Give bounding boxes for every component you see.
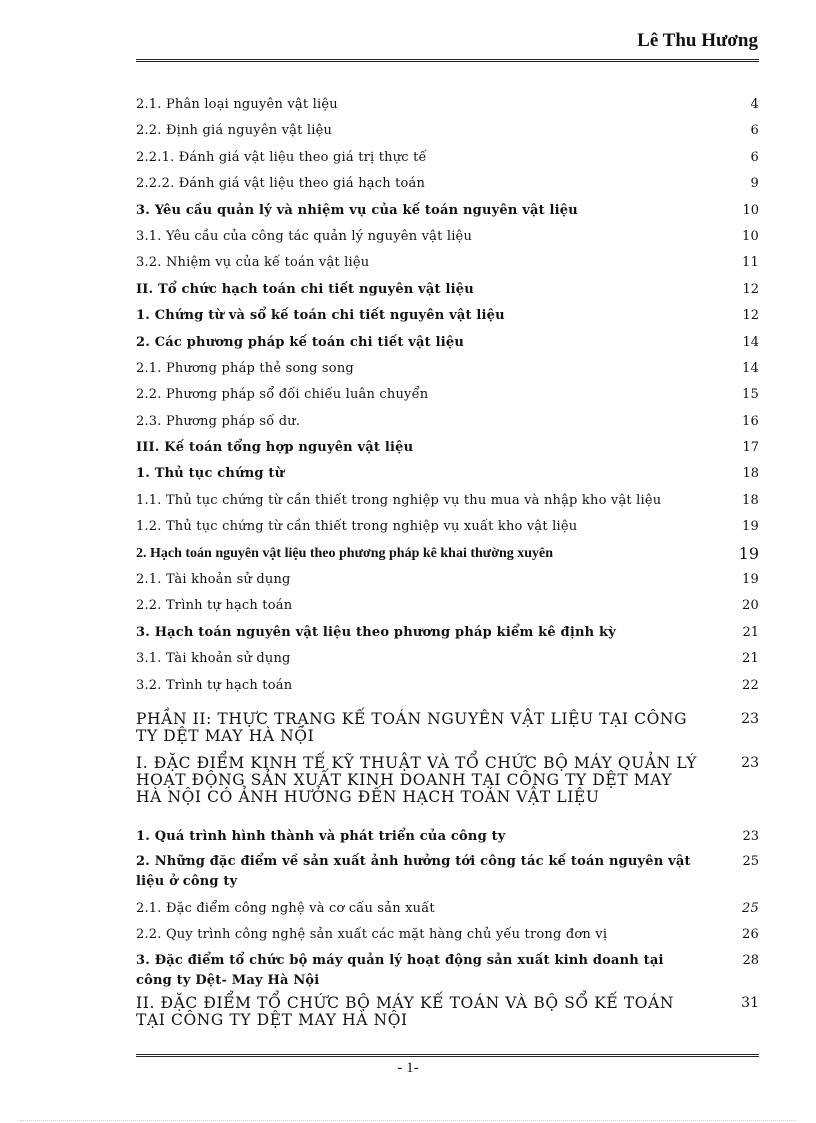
toc-title: 3.2. Nhiệm vụ của kế toán vật liệu bbox=[136, 255, 370, 271]
table-of-contents bbox=[136, 95, 759, 1035]
toc-row[interactable] bbox=[136, 623, 759, 649]
toc-row[interactable] bbox=[136, 253, 759, 279]
toc-page: 23 bbox=[741, 710, 759, 727]
toc-title: 2.1. Phân loại nguyên vật liệu bbox=[136, 97, 338, 112]
toc-row[interactable] bbox=[136, 227, 759, 253]
toc-title: 2. Hạch toán nguyên vật liệu theo phương pháp kê khai thường xuyên bbox=[136, 545, 554, 561]
toc-title: 1. Chứng từ và sổ kế toán chi tiết nguyên vật liệu bbox=[136, 308, 505, 324]
toc-title: 2.2. Quy trình công nghệ sản xuất các mặt hàng chủ yếu trong đơn vị bbox=[136, 926, 608, 942]
header-rule bbox=[136, 59, 759, 62]
toc-row[interactable] bbox=[136, 464, 759, 490]
toc-title: 2.2.2. Đánh giá vật liệu theo giá hạch toán bbox=[136, 176, 426, 192]
toc-row[interactable] bbox=[136, 676, 759, 702]
toc-row[interactable] bbox=[136, 827, 759, 852]
toc-title: III. Kế toán tổng hợp nguyên vật liệu bbox=[136, 440, 414, 456]
toc-row[interactable] bbox=[136, 544, 759, 570]
toc-row[interactable] bbox=[136, 570, 759, 596]
toc-row[interactable] bbox=[136, 899, 759, 925]
toc-title: 1. Quá trình hình thành và phát triển của công ty bbox=[136, 828, 506, 844]
toc-title: 3.2. Trình tự hạch toán bbox=[136, 677, 293, 693]
toc-page: 21 bbox=[742, 624, 759, 640]
toc-row[interactable] bbox=[136, 201, 759, 227]
toc-page: 23 bbox=[741, 754, 759, 771]
toc-page: 22 bbox=[742, 677, 759, 693]
toc-title: 3.1. Tài khoản sử dụng bbox=[136, 651, 291, 667]
toc-title: 2. Những đặc điểm về sản xuất ảnh hưởng tới công tác kế toán nguyên vật liệu ở công ty bbox=[136, 853, 691, 889]
toc-page: 6 bbox=[750, 123, 759, 139]
toc-page: 25 bbox=[742, 853, 759, 869]
page-break-line bbox=[20, 1120, 796, 1121]
toc-title: PHẦN II: THỰC TRẠNG KẾ TOÁN NGUYÊN VẬT LIỆU TẠI CÔNG TY DỆT MAY HÀ NỘI bbox=[136, 709, 688, 745]
toc-row-part[interactable] bbox=[136, 755, 759, 827]
toc-row[interactable] bbox=[136, 852, 759, 899]
toc-page: 4 bbox=[750, 97, 759, 112]
toc-title: 2.2. Định giá nguyên vật liệu bbox=[136, 123, 333, 139]
toc-title: II. ĐẶC ĐIỂM TỔ CHỨC BỘ MÁY KẾ TOÁN VÀ BỘ SỔ KẾ TOÁN TẠI CÔNG TY DỆT MAY HÀ NỘI bbox=[136, 993, 675, 1029]
toc-title: 1.2. Thủ tục chứng từ cần thiết trong nghiệp vụ xuất kho vật liệu bbox=[136, 519, 578, 535]
toc-page: 14 bbox=[742, 360, 759, 376]
toc-title: 2.3. Phương pháp số dư. bbox=[136, 413, 301, 429]
toc-title: 2.1. Phương pháp thẻ song song bbox=[136, 360, 354, 376]
toc-title: II. Tổ chức hạch toán chi tiết nguyên vật liệu bbox=[136, 281, 474, 297]
toc-row[interactable] bbox=[136, 951, 759, 995]
toc-title: 2.2.1. Đánh giá vật liệu theo giá trị thực tế bbox=[136, 149, 427, 165]
toc-page: 15 bbox=[742, 387, 759, 403]
toc-title: 2.2. Phương pháp sổ đối chiếu luân chuyển bbox=[136, 387, 429, 403]
toc-row[interactable] bbox=[136, 925, 759, 951]
toc-page: 25 bbox=[742, 900, 759, 916]
toc-title: 3.1. Yêu cầu của công tác quản lý nguyên vật liệu bbox=[136, 228, 473, 244]
toc-row[interactable] bbox=[136, 333, 759, 359]
toc-page: 18 bbox=[742, 492, 759, 508]
toc-page: 12 bbox=[742, 281, 759, 297]
toc-row[interactable] bbox=[136, 596, 759, 622]
header-author: Lê Thu Hương bbox=[637, 30, 758, 51]
toc-page: 17 bbox=[742, 440, 759, 456]
page-number: - 1- bbox=[397, 1060, 419, 1076]
toc-page: 20 bbox=[742, 598, 759, 614]
toc-title: I. ĐẶC ĐIỂM KINH TẾ KỸ THUẬT VÀ TỔ CHỨC BỘ MÁY QUẢN LÝ HOẠT ĐỘNG SẢN XUẤT KINH DOANH TẠI CÔNG TY DỆT MAY HÀ NỘI CÓ ẢNH HƯỞNG ĐẾN HẠCH TOÁN VẬT LIỆU bbox=[136, 753, 698, 806]
toc-page: 14 bbox=[742, 334, 759, 350]
toc-row-part[interactable] bbox=[136, 711, 759, 756]
toc-page: 10 bbox=[742, 228, 759, 244]
toc-title: 1. Thủ tục chứng từ bbox=[136, 466, 285, 482]
toc-page: 23 bbox=[742, 828, 759, 844]
toc-row[interactable] bbox=[136, 491, 759, 517]
toc-title: 2.1. Đặc điểm công nghệ và cơ cấu sản xuất bbox=[136, 900, 435, 916]
toc-page: 11 bbox=[742, 255, 759, 271]
toc-page: 28 bbox=[742, 952, 759, 968]
toc-row[interactable] bbox=[136, 306, 759, 332]
toc-page: 19 bbox=[742, 572, 759, 588]
toc-row[interactable] bbox=[136, 412, 759, 438]
toc-page: 19 bbox=[738, 543, 759, 563]
toc-row[interactable] bbox=[136, 280, 759, 306]
toc-page: 12 bbox=[742, 308, 759, 324]
toc-title: 3. Yêu cầu quản lý và nhiệm vụ của kế toán nguyên vật liệu bbox=[136, 202, 578, 218]
toc-row[interactable] bbox=[136, 438, 759, 464]
toc-page: 26 bbox=[742, 926, 759, 942]
toc-row[interactable] bbox=[136, 174, 759, 200]
toc-page: 6 bbox=[750, 149, 759, 165]
toc-title: 2. Các phương pháp kế toán chi tiết vật liệu bbox=[136, 334, 464, 350]
toc-page: 9 bbox=[750, 176, 759, 192]
footer-rule bbox=[136, 1054, 759, 1057]
toc-row[interactable] bbox=[136, 649, 759, 675]
toc-row[interactable] bbox=[136, 148, 759, 174]
toc-page: 19 bbox=[742, 519, 759, 535]
toc-title: 2.2. Trình tự hạch toán bbox=[136, 598, 293, 614]
toc-page: 16 bbox=[742, 413, 759, 429]
toc-row[interactable] bbox=[136, 95, 759, 121]
toc-page: 31 bbox=[741, 994, 759, 1011]
toc-title: 2.1. Tài khoản sử dụng bbox=[136, 572, 291, 588]
toc-row[interactable] bbox=[136, 517, 759, 543]
toc-page: 18 bbox=[742, 466, 759, 482]
toc-title: 1.1. Thủ tục chứng từ cần thiết trong nghiệp vụ thu mua và nhập kho vật liệu bbox=[136, 492, 662, 508]
toc-row[interactable] bbox=[136, 121, 759, 147]
toc-title: 3. Đặc điểm tổ chức bộ máy quản lý hoạt động sản xuất kinh doanh tại công ty Dệt- May Hà Nội bbox=[136, 952, 664, 988]
toc-page: 21 bbox=[742, 651, 759, 667]
toc-title: 3. Hạch toán nguyên vật liệu theo phương pháp kiểm kê định kỳ bbox=[136, 624, 616, 640]
toc-page: 10 bbox=[742, 202, 759, 218]
toc-row[interactable] bbox=[136, 385, 759, 411]
toc-row-part[interactable] bbox=[136, 995, 759, 1035]
toc-row[interactable] bbox=[136, 359, 759, 385]
